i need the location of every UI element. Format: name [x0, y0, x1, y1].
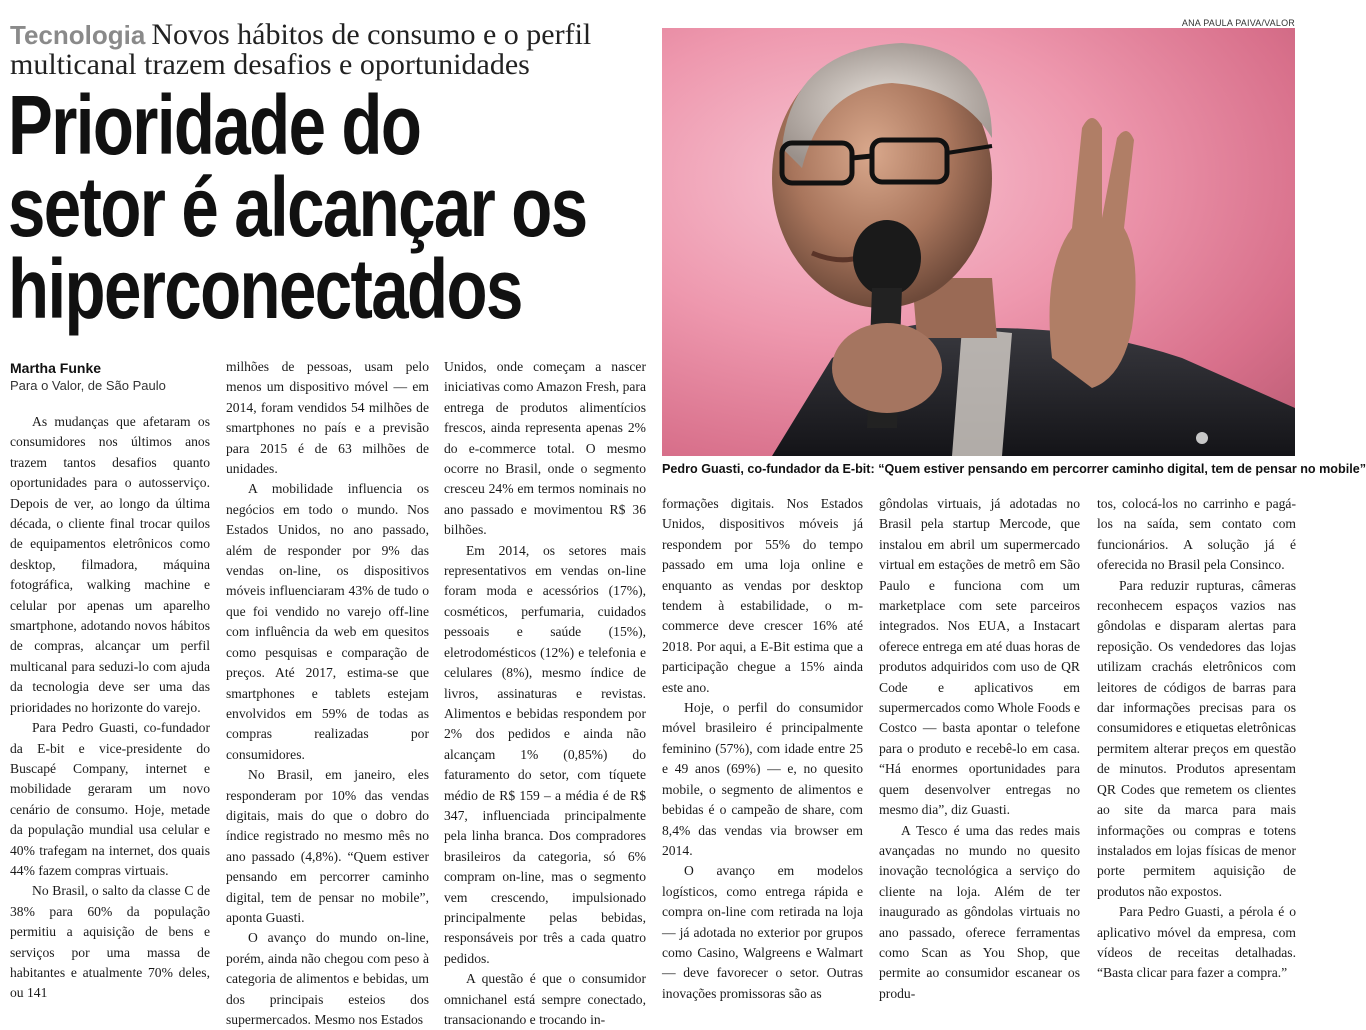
paragraph: Para reduzir rupturas, câmeras reconhecem espaços vazios nas gôndolas e disparam alertas para reposição. Os vendedores das lojas utilizam crachás eletrônicos com leitores de códigos de barras para dar informações precisas para os consumidores e etiquetas eletrônicas permitem alterar preços em questão de minutos. Produtos apresentam QR Codes que remetem os clientes ao site da marca para mais informações ou compras e totens instalados em lojas físicas de menor porte permitem aquisição de produtos não expostos. — [1097, 577, 1296, 899]
paragraph: Para Pedro Guasti, co-fundador da E-bit e vice-presidente do Buscapé Company, internet e mobilidade geraram um novo cenário de consumo. Hoje, metade da população mundial usa celular e 40% trafegam na internet, dos quais 44% fazem compras virtuais. — [10, 720, 210, 878]
byline — [10, 360, 166, 393]
paragraph: O avanço em modelos logísticos, como entrega rápida e compra on-line com retirada na loja — já adotada no exterior por grupos como Casino, Walgreens e Walmart — deve favorecer o setor. Outras inovações promissoras são as — [662, 863, 863, 1001]
article-column-4 — [662, 494, 863, 1001]
paragraph: gôndolas virtuais, já adotadas no Brasil pela startup Mercode, que instalou em abril um supermercado virtual em estações de metrô em São Paulo e funciona com um marketplace com sete parceiros integrados. Nos EUA, a Instacart oferece entrega em até duas horas de produtos adquiridos com uso de QR Code e aplicativos em supermercados como Whole Foods e Costco — basta apontar o telefone para o produto e recebê-lo em casa. “Há enormes oportunidades para quem desenvolver entregas no mesmo dia”, diz Guasti. — [879, 496, 1080, 818]
paragraph: tos, colocá-los no carrinho e pagá-los na saída, sem contato com funcionários. A solução já é oferecida no Brasil pela Consinco. — [1097, 496, 1296, 573]
headline-line: setor é alcançar os — [8, 160, 587, 254]
section-label: Tecnologia — [10, 20, 146, 50]
paragraph: Hoje, o perfil do consumidor móvel brasileiro é principalmente feminino (57%), com idade entre 25 e 49 anos (69%) — e, no quesito mobile, o segmento de alimentos e bebidas é o campeão de share, com 8,4% das vendas via browser em 2014. — [662, 700, 863, 858]
paragraph: A questão é que o consumidor omnichanel está sempre conectado, transacionando e trocando in- — [444, 971, 646, 1027]
article-column-3 — [444, 357, 646, 1027]
article-column-2 — [226, 357, 429, 1027]
photo-caption — [662, 462, 1366, 476]
paragraph: Para Pedro Guasti, a pérola é o aplicativo móvel da empresa, com vídeos de receitas detalhadas. “Basta clicar para fazer a compra.” — [1097, 904, 1296, 981]
caption-quote: “Quem estiver pensando em percorrer caminho digital, tem de pensar no mobile” — [878, 462, 1366, 476]
paragraph: A Tesco é uma das redes mais avançadas no mundo no quesito inovação tecnológica a serviço do cliente na loja. Além de ter inaugurado as gôndolas virtuais no ano passado, oferece ferramentas como Scan as You Shop, que permite ao consumidor escanear os produ- — [879, 822, 1080, 1001]
article-column-6 — [1097, 494, 1296, 981]
author-role: Para o Valor, de São Paulo — [10, 378, 166, 393]
caption-name: Pedro Guasti, co-fundador da E-bit: — [662, 462, 879, 476]
paragraph: Unidos, onde começam a nascer iniciativas como Amazon Fresh, para entrega de produtos alimentícios frescos, ainda representa apenas 2% do e-commerce total. O mesmo ocorre no Brasil, onde o segmento cresceu 24% em termos nominais no ano passado e movimentou R$ 36 bilhões. — [444, 359, 646, 538]
author-name: Martha Funke — [10, 360, 102, 376]
article-column-5 — [879, 494, 1080, 1001]
headline-line: Prioridade do — [8, 78, 421, 172]
paragraph: A mobilidade influencia os negócios em todo o mundo. Nos Estados Unidos, no ano passado, além de responder por 9% das vendas on-line, os dispositivos móveis influenciaram 43% de tudo o que foi vendido no varejo off-line com influência da web em quesitos como pesquisas e comparação de preços. Até 2017, estima-se que smartphones e tablets estejam envolvidos em 59% de todas as compras realizadas por consumidores. — [226, 481, 429, 762]
paragraph: milhões de pessoas, usam pelo menos um dispositivo móvel — em 2014, foram vendidos 54 milhões de smartphones no país e a previsão para 2015 é de 63 milhões de unidades. — [226, 359, 429, 477]
paragraph: Em 2014, os setores mais representativos em vendas on-line foram moda e acessórios (17%), cosméticos, perfumaria, cuidados pessoais e saúde (15%), eletrodomésticos (12%) e telefonia e celulares (8%), mesmo índice de livros, assinaturas e revistas. Alimentos e bebidas respondem por 2% dos pedidos e ainda não alcançam 1% (0,85%) do faturamento do setor, com tíquete médio de R$ 159 – a média é de R$ 347, influenciada principalmente pela linha branca. Dos compradores brasileiros da categoria, só 6% compram on-line, mas o segmento vem crescendo, impulsionado principalmente pelas bebidas, responsáveis por três a cada quatro pedidos. — [444, 542, 646, 966]
photo-credit: ANA PAULA PAIVA/VALOR — [1181, 18, 1295, 28]
paragraph: No Brasil, o salto da classe C de 38% para 60% da população permitiu a aquisição de bens e serviços por uma massa de habitantes e atualmente 70% deles, ou 141 — [10, 883, 210, 1001]
paragraph: formações digitais. Nos Estados Unidos, dispositivos móveis já respondem por 55% do tempo passado em uma loja online e enquanto as vendas por desktop tendem à estabilidade, o m-commerce deve crescer 16% até 2018. Por aqui, a E-Bit estima que a participação chegue a 15% ainda este ano. — [662, 496, 863, 695]
speaker-photo-icon — [662, 28, 1295, 456]
paragraph: O avanço do mundo on-line, porém, ainda não chegou com peso à categoria de alimentos e bebidas, um dos principais esteios dos supermercados. Mesmo nos Estados — [226, 930, 429, 1027]
kicker-text: Novos hábitos de consumo e o perfil multicanal trazem desafios e oportunidades — [10, 18, 592, 81]
kicker — [10, 20, 630, 80]
headline — [8, 78, 587, 336]
paragraph: As mudanças que afetaram os consumidores nos últimos anos trazem tantos desafios quanto oportunidades para o autosserviço. Depois de ver, ao longo da última década, o cliente final trocar quilos de equipamentos eletrônicos como desktop, filmadora, máquina fotográfica, walking machine e celular por apenas um aparelho smartphone, adotando novos hábitos de compras, alcançar um perfil multicanal para seduzi-lo com ajuda da tecnologia deve ser uma das prioridades no horizonte do varejo. — [10, 414, 210, 715]
article-photo — [662, 28, 1295, 456]
headline-line: hiperconectados — [8, 242, 522, 336]
article-column-1 — [10, 412, 210, 1001]
paragraph: No Brasil, em janeiro, eles responderam por 10% das vendas digitais, mais do que o dobro do índice registrado no mesmo mês no ano passado (4,8%). “Quem estiver pensando em percorrer caminho digital, tem de pensar no mobile”, aponta Guasti. — [226, 767, 429, 925]
